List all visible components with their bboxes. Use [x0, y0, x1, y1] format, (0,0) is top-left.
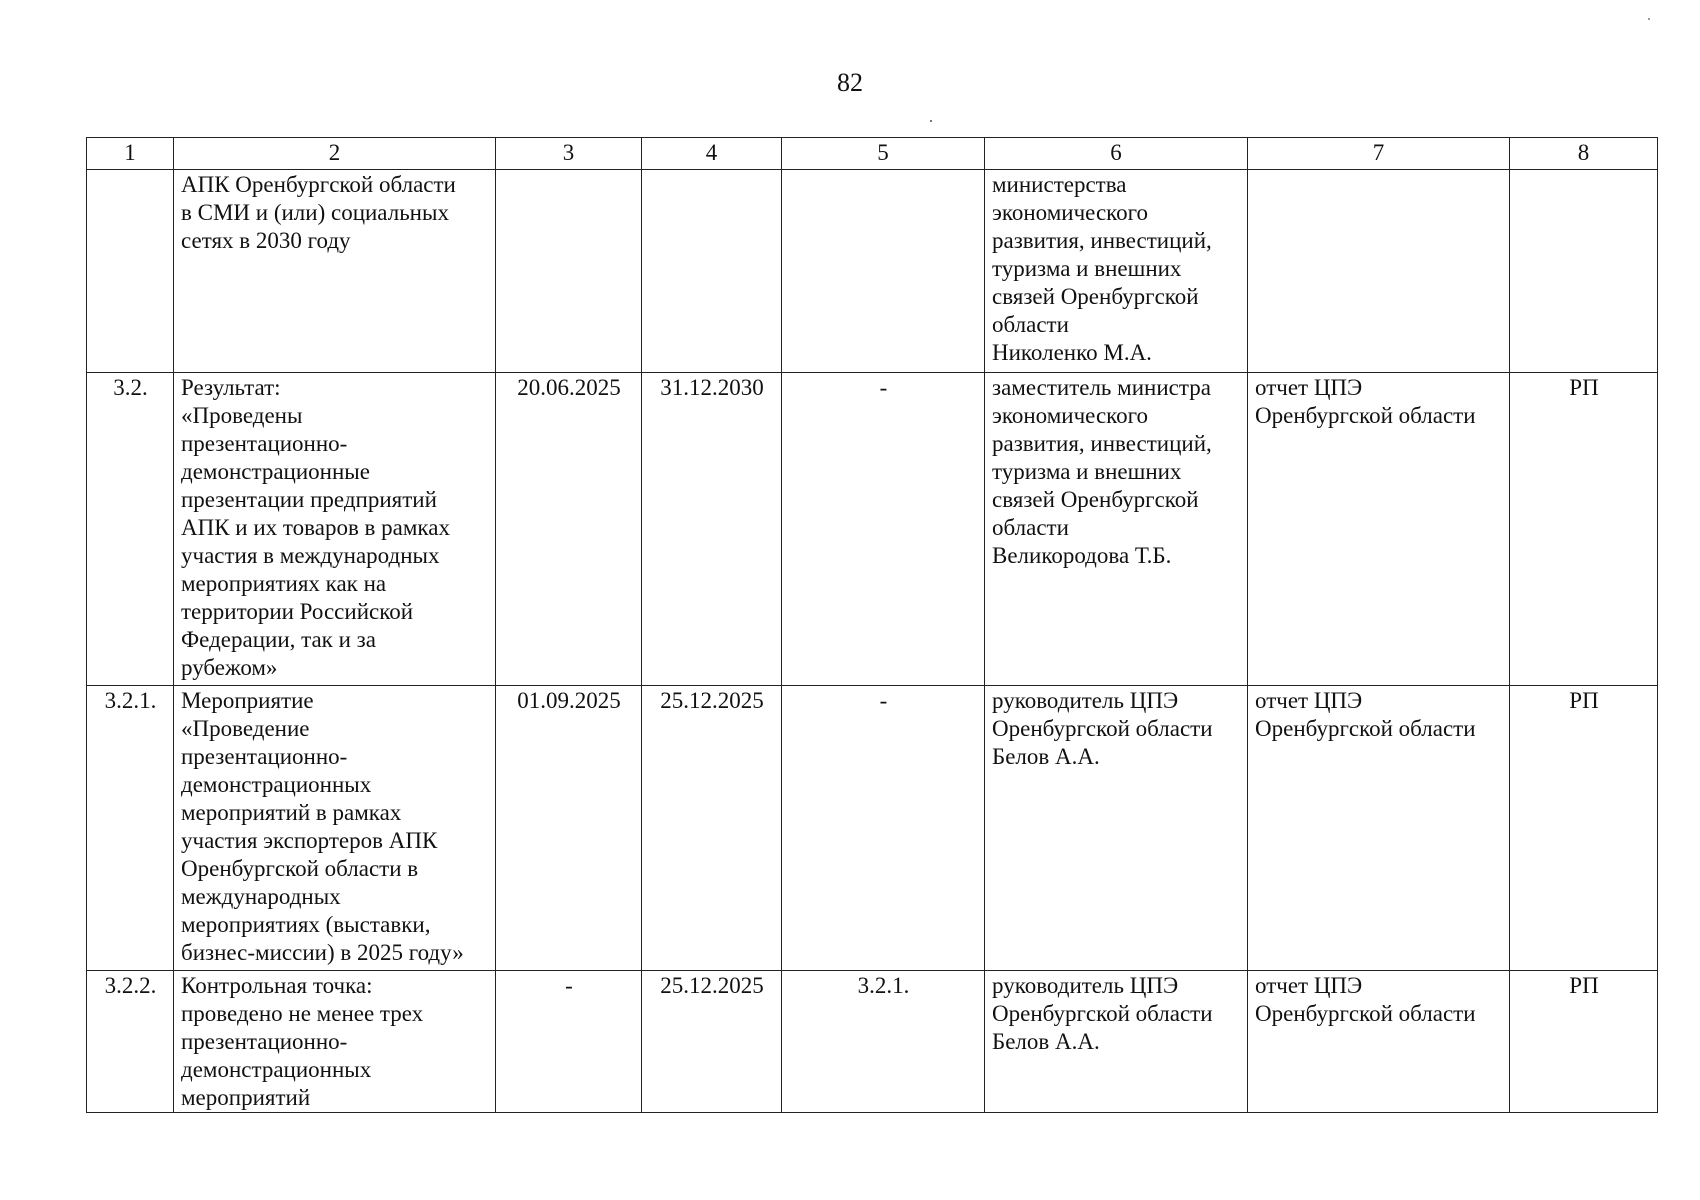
table-row	[87, 373, 1658, 686]
header-col-2: 2	[174, 138, 496, 170]
row-dependency: -	[782, 686, 985, 971]
header-col-6: 6	[985, 138, 1248, 170]
row-document: отчет ЦПЭ Оренбургской области	[1248, 373, 1510, 686]
header-col-1: 1	[87, 138, 174, 170]
row-dependency	[782, 170, 985, 373]
row-name: Контрольная точка: проведено не менее трех презентационно- демонстрационных мероприятий	[174, 971, 496, 1113]
row-start-date	[496, 170, 642, 373]
row-document	[1248, 170, 1510, 373]
header-col-3: 3	[496, 138, 642, 170]
table-row	[87, 971, 1658, 1113]
table-row	[87, 686, 1658, 971]
scan-dot	[930, 120, 932, 122]
row-start-date: 20.06.2025	[496, 373, 642, 686]
row-end-date: 25.12.2025	[642, 971, 782, 1113]
page-number: 82	[837, 68, 863, 97]
row-dependency: 3.2.1.	[782, 971, 985, 1113]
row-responsible: руководитель ЦПЭ Оренбургской области Белов А.А.	[985, 971, 1248, 1113]
row-end-date: 31.12.2030	[642, 373, 782, 686]
row-level	[1510, 170, 1658, 373]
plan-table	[86, 137, 1658, 1113]
row-responsible: заместитель министра экономического развития, инвестиций, туризма и внешних связей Оренбургской области Великородова Т.Б.	[985, 373, 1248, 686]
row-number: 3.2.2.	[87, 971, 174, 1113]
row-level: РП	[1510, 686, 1658, 971]
header-col-8: 8	[1510, 138, 1658, 170]
row-number: 3.2.1.	[87, 686, 174, 971]
row-end-date: 25.12.2025	[642, 686, 782, 971]
row-dependency: -	[782, 373, 985, 686]
header-col-5: 5	[782, 138, 985, 170]
row-name: Мероприятие «Проведение презентационно- демонстрационных мероприятий в рамках участия экспортеров АПК Оренбургской области в международных мероприятиях (выставки, бизнес-миссии) в 2025 году»	[174, 686, 496, 971]
row-name: АПК Оренбургской области в СМИ и (или) социальных сетях в 2030 году	[174, 170, 496, 373]
row-level: РП	[1510, 971, 1658, 1113]
row-start-date: -	[496, 971, 642, 1113]
row-document: отчет ЦПЭ Оренбургской области	[1248, 971, 1510, 1113]
row-end-date	[642, 170, 782, 373]
header-col-7: 7	[1248, 138, 1510, 170]
row-responsible: министерства экономического развития, инвестиций, туризма и внешних связей Оренбургской области Николенко М.А.	[985, 170, 1248, 373]
row-document: отчет ЦПЭ Оренбургской области	[1248, 686, 1510, 971]
row-number: 3.2.	[87, 373, 174, 686]
row-level: РП	[1510, 373, 1658, 686]
header-col-4: 4	[642, 138, 782, 170]
row-name: Результат: «Проведены презентационно- демонстрационные презентации предприятий АПК и их товаров в рамках участия в международных мероприятиях как на территории Российской Федерации, так и за рубежом»	[174, 373, 496, 686]
row-responsible: руководитель ЦПЭ Оренбургской области Белов А.А.	[985, 686, 1248, 971]
header-row	[87, 138, 1658, 170]
scan-corner-mark	[1648, 18, 1650, 20]
row-number	[87, 170, 174, 373]
table-row	[87, 170, 1658, 373]
row-start-date: 01.09.2025	[496, 686, 642, 971]
